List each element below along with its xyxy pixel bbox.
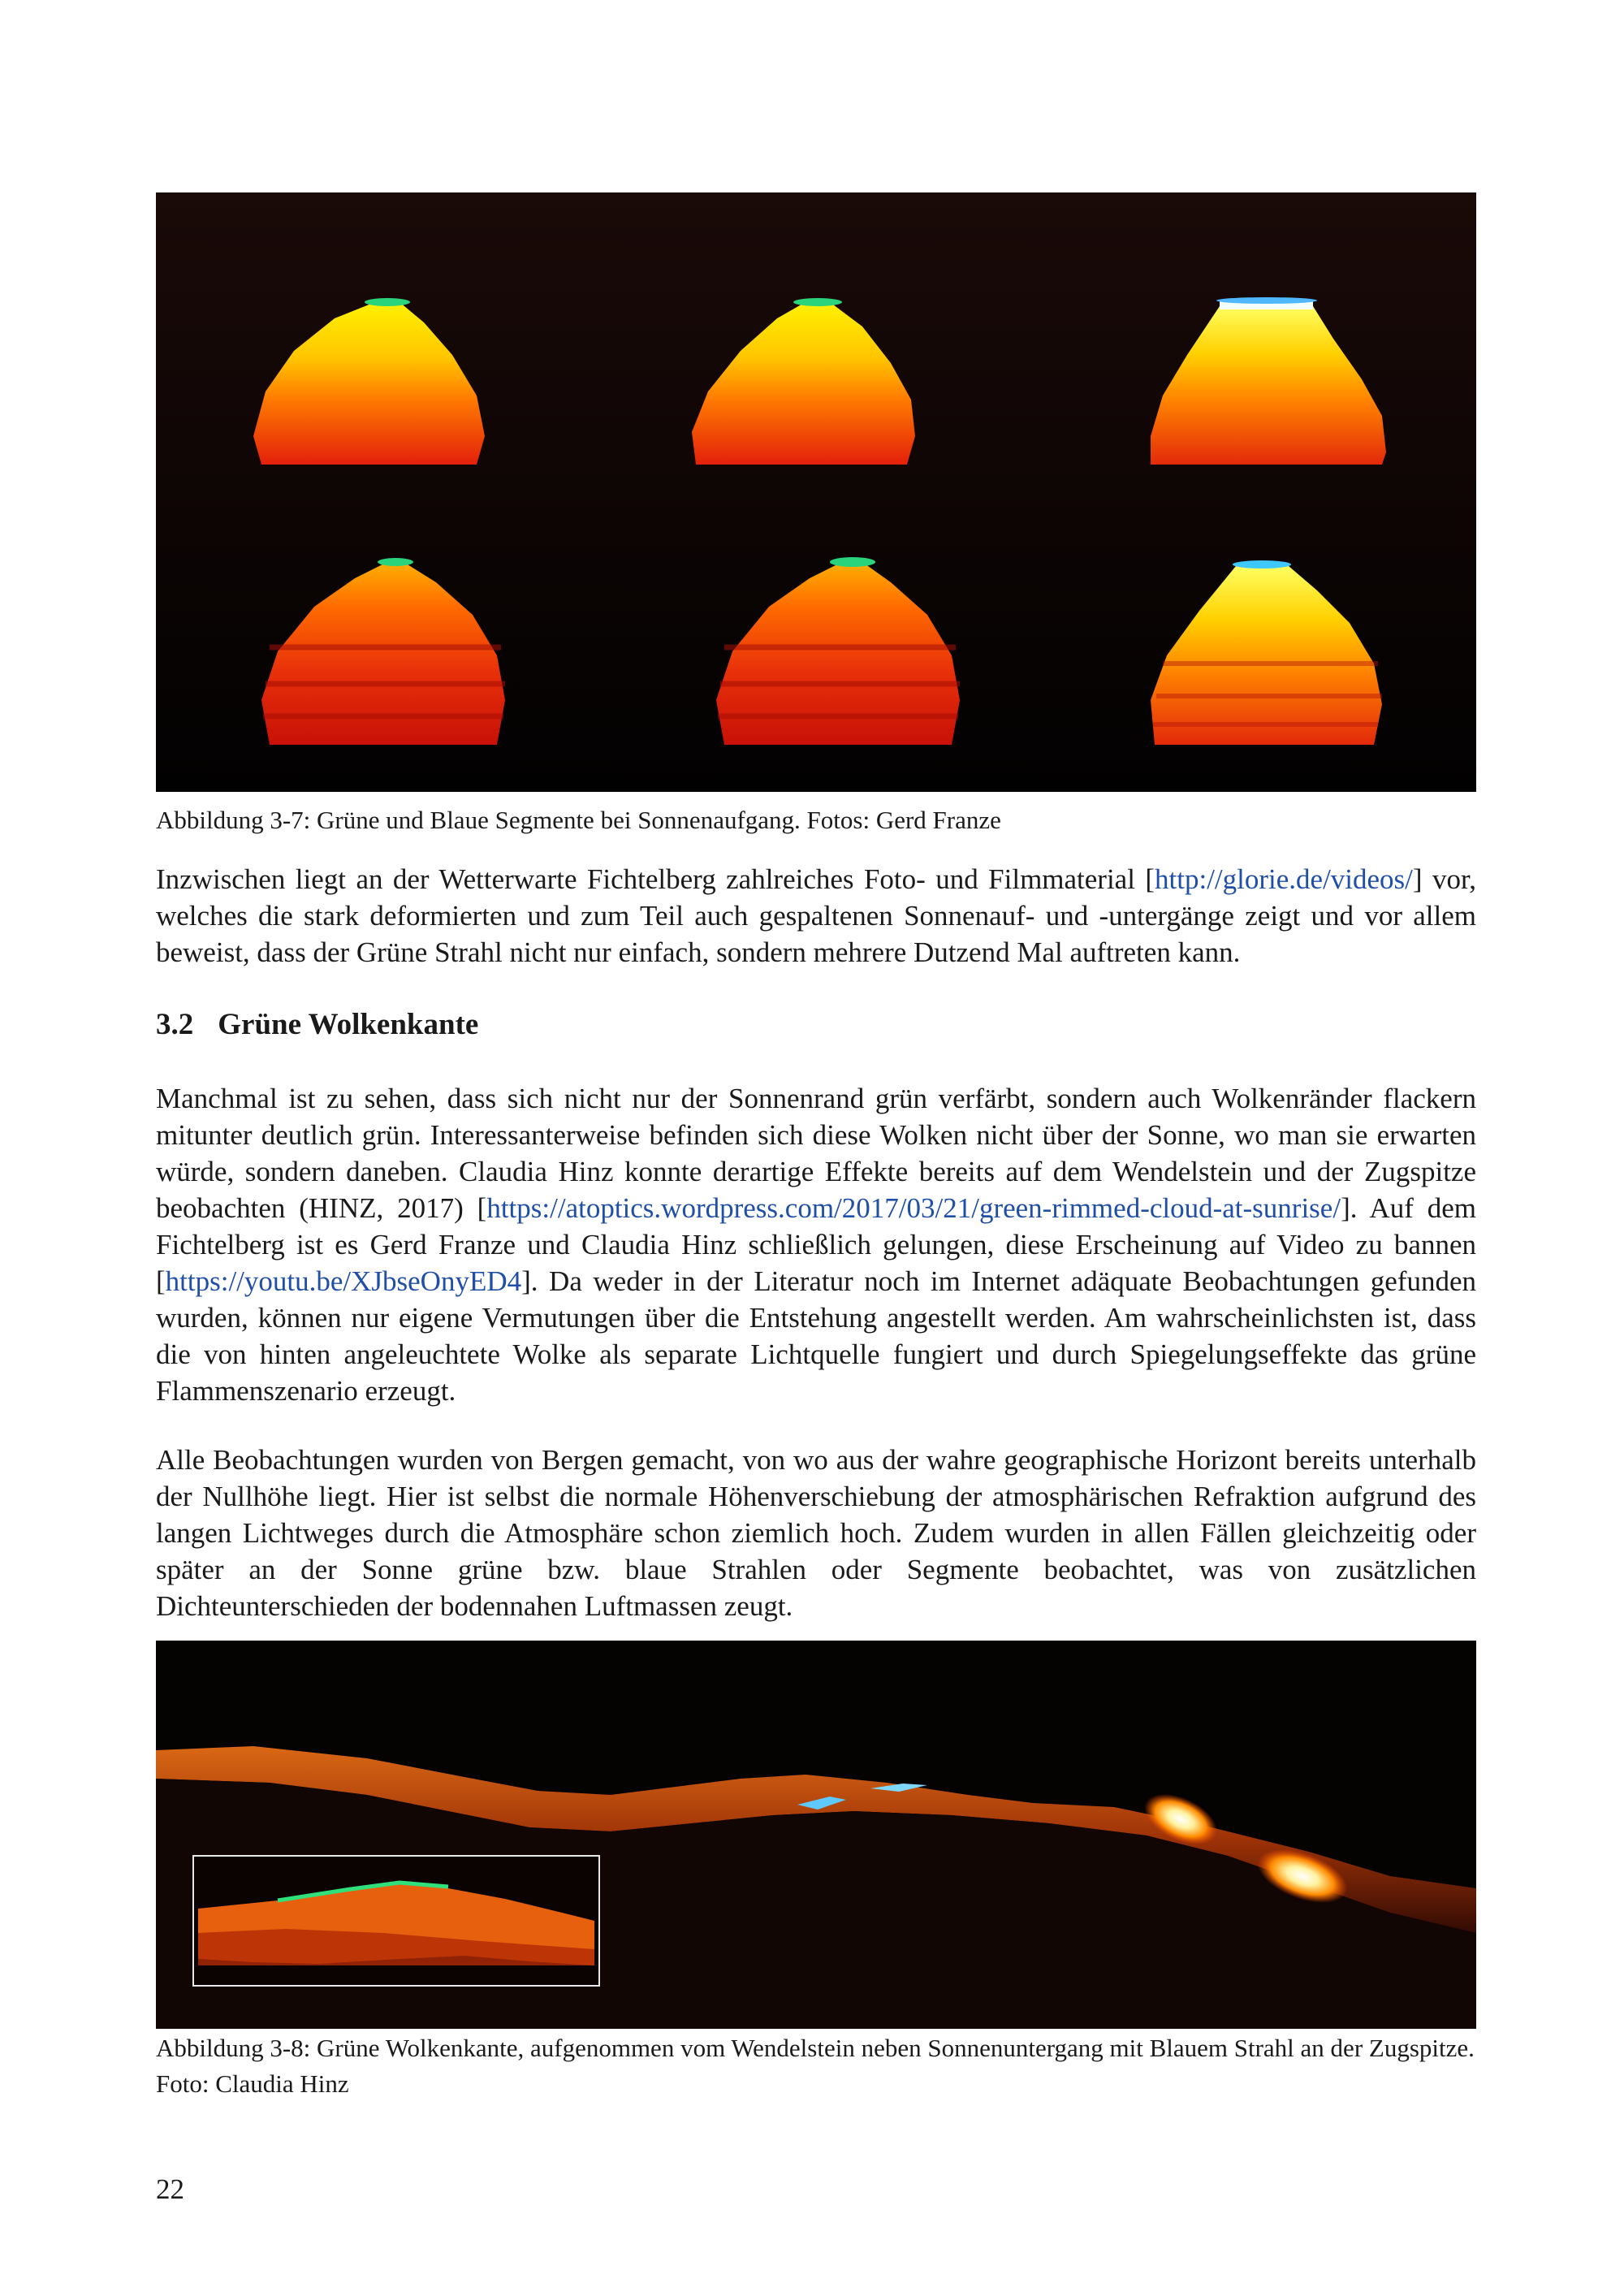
- figure-sun-segments: [156, 192, 1476, 792]
- inset-zoom-cloud: [193, 1856, 599, 1986]
- paragraph-text: Inzwischen liegt an der Wetterwarte Fichtelberg zahlreiches Foto- und Filmmaterial [: [156, 863, 1155, 895]
- paragraph-intro: [156, 861, 1476, 971]
- link-glorie-videos[interactable]: http://glorie.de/videos/: [1155, 863, 1413, 895]
- sun-segments-image: [156, 192, 1476, 792]
- paragraph-text: ]. Da weder in der Literatur noch im Internet adäquate Beobachtungen gefunden wurden, können nur eigene Vermutungen über die Entstehung angestellt werden. Am wahrscheinlichsten ist, dass die von hinten angeleuchtete Wolke als separate Lichtquelle fungiert und durch Spiegelungseffekte das grüne Flammenszenario erzeugt.: [156, 1265, 1476, 1407]
- page-number: 22: [156, 2173, 184, 2205]
- paragraph-text: Manchmal ist zu sehen, dass sich nicht nur der Sonnenrand grün verfärbt, sondern auch Wolkenränder flackern mitunter deutlich grün. Interessanterweise befinden sich diese Wolken nicht über der Sonne, wo man sie erwarten würde, sondern daneben. Claudia Hinz konnte derartige Effekte bereits auf dem Wendelstein und der Zugspitze beobachten (HINZ, 2017) [: [156, 1083, 1476, 1224]
- figure-caption-3-7: Abbildung 3-7: Grüne und Blaue Segmente bei Sonnenaufgang. Fotos: Gerd Franze: [156, 806, 1001, 834]
- section-heading: [156, 1007, 478, 1042]
- green-cloud-edge-image: [156, 1641, 1476, 2029]
- paragraph-observations: Alle Beobachtungen wurden von Bergen gemacht, von wo aus der wahre geographische Horizont bereits unterhalb der Nullhöhe liegt. Hier ist selbst die normale Höhenverschiebung der atmosphärischen Refraktion aufgrund des langen Lichtweges durch die Atmosphäre schon ziemlich hoch. Zudem wurden in allen Fällen gleichzeitig oder später an der Sonne grüne bzw. blaue Strahlen oder Segmente beobachtet, was von zusätzlichen Dichteunterschieden der bodennahen Luftmassen zeugt.: [156, 1444, 1476, 1622]
- section-title: Grüne Wolkenkante: [218, 1008, 479, 1041]
- paragraph-green-cloud-edge: [156, 1080, 1476, 1409]
- figure-caption-3-8: Abbildung 3-8: Grüne Wolkenkante, aufgenommen vom Wendelstein neben Sonnenuntergang mit Blauem Strahl an der Zugspitze. Foto: Claudia Hinz: [156, 2034, 1475, 2098]
- paragraph-text: ] vor, welches die stark deformierten und zum Teil auch gespaltenen Sonnenauf- und -untergänge zeigt und vor allem beweist, dass der Grüne Strahl nicht nur einfach, sondern mehrere Dutzend Mal auftreten kann.: [156, 863, 1476, 968]
- link-youtube[interactable]: https://youtu.be/XJbseOnyED4: [165, 1265, 522, 1297]
- link-atoptics[interactable]: https://atoptics.wordpress.com/2017/03/21/green-rimmed-cloud-at-sunrise/: [486, 1192, 1341, 1224]
- paragraph-text: ]. Auf dem Fichtelberg ist es Gerd Franze und Claudia Hinz schließlich gelungen, diese Erscheinung auf Video zu bannen [: [156, 1192, 1476, 1297]
- figure-green-cloud-edge: [156, 1641, 1476, 2029]
- section-number: 3.2: [156, 1008, 194, 1041]
